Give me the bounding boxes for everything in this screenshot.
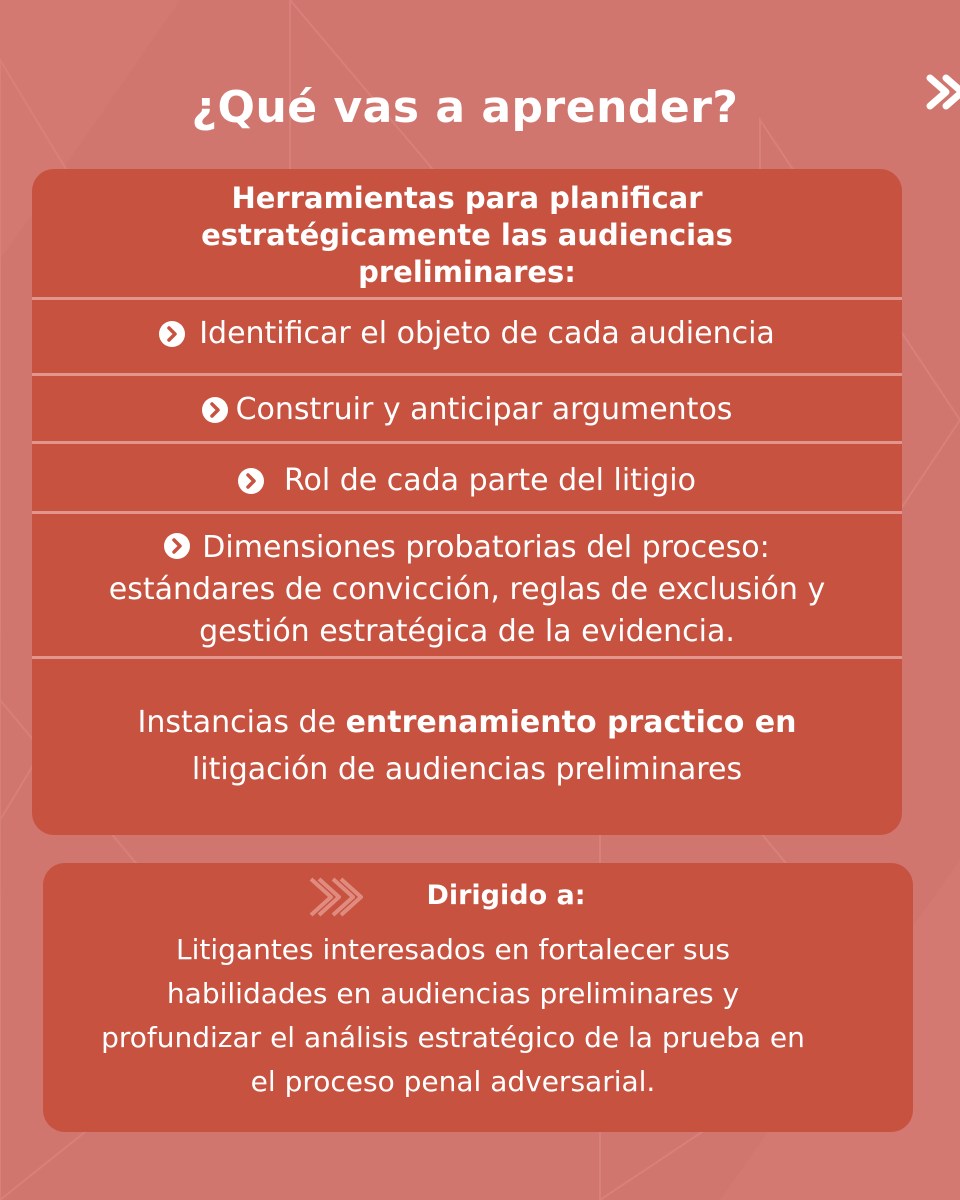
training-bold: entrenamiento practico en xyxy=(345,705,797,740)
audience-card xyxy=(43,863,913,1132)
audience-title-label: Dirigido a: xyxy=(426,880,586,911)
audience-body-line: el proceso penal adversarial. xyxy=(250,1065,656,1098)
card-header-line: Herramientas para planificar xyxy=(231,181,703,215)
audience-title xyxy=(43,880,863,911)
list-item xyxy=(32,390,902,430)
divider xyxy=(32,297,902,300)
audience-body-line: Litigantes interesados en fortalecer sus xyxy=(176,933,730,966)
page-title: ¿Qué vas a aprender? xyxy=(191,82,739,133)
list-item-line: Dimensiones probatorias del proceso: xyxy=(202,530,770,565)
list-item xyxy=(32,461,902,501)
list-item-label: Rol de cada parte del litigio xyxy=(284,463,696,498)
chevron-right-circle-icon xyxy=(164,533,190,559)
card-header-line: preliminares: xyxy=(358,255,576,289)
list-item xyxy=(32,527,902,653)
chevron-right-circle-icon xyxy=(238,468,264,494)
training-line2: litigación de audiencias preliminares xyxy=(191,752,743,787)
card-header xyxy=(32,180,902,291)
divider xyxy=(32,441,902,444)
divider xyxy=(32,656,902,659)
list-item-label: Construir y anticipar argumentos xyxy=(235,392,733,427)
divider xyxy=(32,511,902,514)
divider xyxy=(32,373,902,376)
audience-body-line: habilidades en audiencias preliminares y xyxy=(166,977,740,1010)
audience-body-line: profundizar el análisis estratégico de la prueba en xyxy=(101,1021,805,1054)
chevron-right-circle-icon xyxy=(159,321,185,347)
chevron-right-circle-icon xyxy=(202,397,228,423)
list-item-line: gestión estratégica de la evidencia. xyxy=(199,614,735,649)
list-item-label: Identificar el objeto de cada audiencia xyxy=(199,316,775,351)
list-item xyxy=(32,314,902,354)
card-header-line: estratégicamente las audiencias xyxy=(201,218,733,252)
learn-card xyxy=(32,169,902,835)
audience-body xyxy=(43,928,863,1104)
list-item-line: estándares de convicción, reglas de exclusión y xyxy=(108,572,826,607)
training-prefix: Instancias de xyxy=(137,705,346,740)
double-chevron-icon xyxy=(926,68,960,116)
training-text xyxy=(32,699,902,793)
